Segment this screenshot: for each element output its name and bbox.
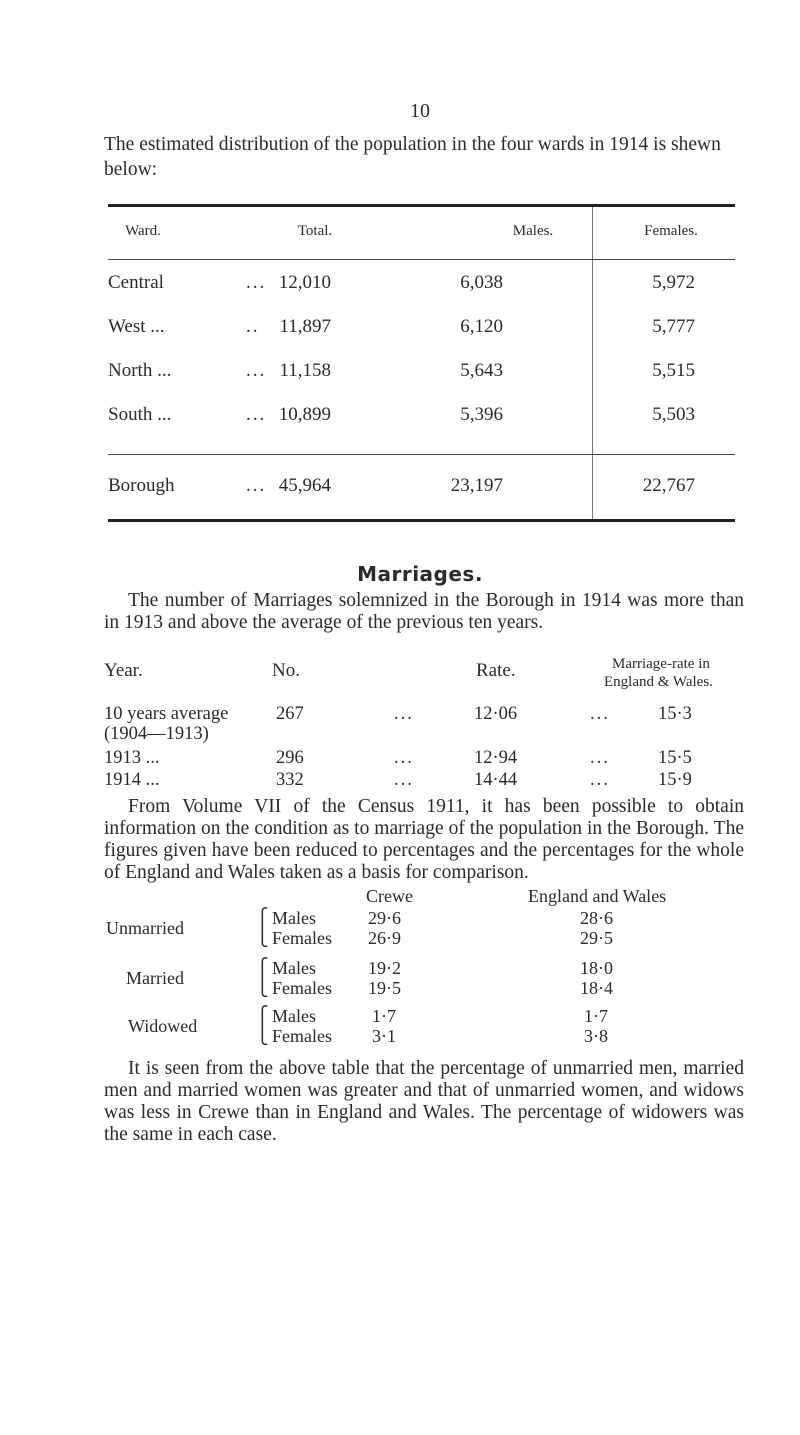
leader-dots: ... [394, 770, 414, 790]
crewe-value: 3·1 [372, 1026, 396, 1046]
sex-label: Females [272, 1026, 332, 1046]
header-no: No. [272, 660, 300, 681]
males-value: 6,038 [460, 272, 503, 293]
table-row [108, 272, 735, 316]
females-value: 22,767 [642, 475, 695, 496]
header-rate: Rate. [476, 660, 516, 681]
england-value: 1·7 [584, 1006, 608, 1026]
header-england-2: England & Wales. [604, 674, 713, 690]
table-row [104, 704, 754, 726]
table-row [104, 770, 754, 792]
leader-dots: ... [394, 704, 414, 724]
males-value: 5,396 [460, 404, 503, 425]
leader-dots: ... [590, 770, 610, 790]
england-value: 28·6 [580, 908, 613, 928]
sex-label: Males [272, 908, 316, 928]
leader-dots: ... [590, 748, 610, 768]
england-rate-cell: 15·5 [658, 748, 692, 768]
england-rate-cell: 15·9 [658, 770, 692, 790]
brace-icon: ⎧ ⎩ [256, 908, 269, 947]
ward-name: South ... [108, 404, 172, 425]
sex-label: Males [272, 958, 316, 978]
group-label: Widowed [128, 1016, 198, 1036]
crewe-value: 29·6 [368, 908, 401, 928]
table-row [108, 404, 735, 448]
crewe-value: 26·9 [368, 928, 401, 948]
rate-cell: 12·06 [474, 704, 518, 724]
year-cell: 1913 ... [104, 748, 160, 768]
intro-paragraph: The estimated distribution of the population in the four wards in 1914 is shewn below: [104, 134, 721, 180]
males-value: 5,643 [460, 360, 503, 381]
rate-cell: 14·44 [474, 770, 518, 790]
total-value: 12,010 [278, 272, 331, 293]
leader-dots: ... [246, 475, 267, 496]
year-cell: 1914 ... [104, 770, 160, 790]
number-cell: 332 [276, 770, 304, 790]
sex-label: Females [272, 978, 332, 998]
males-value: 23,197 [450, 475, 503, 496]
header-males: Males. [512, 223, 554, 239]
column-crewe: Crewe [366, 886, 413, 906]
crewe-value: 19·5 [368, 978, 401, 998]
leader-dots: .. [246, 316, 260, 337]
england-rate-cell: 15·3 [658, 704, 692, 724]
number-cell: 296 [276, 748, 304, 768]
total-value: 11,158 [279, 360, 331, 381]
year-range: (1904—1913) [104, 724, 209, 744]
females-value: 5,777 [652, 316, 695, 337]
table-row-subtitle [104, 724, 754, 746]
leader-dots: ... [394, 748, 414, 768]
table-bottom-rule [108, 519, 735, 522]
males-value: 6,120 [460, 316, 503, 337]
header-england-1: Marriage-rate in [612, 656, 710, 672]
column-england: England and Wales [528, 886, 667, 906]
year-cell: 10 years average [104, 704, 229, 724]
females-value: 5,972 [652, 272, 695, 293]
england-value: 18·4 [580, 978, 613, 998]
total-value: 45,964 [278, 475, 331, 496]
females-value: 5,503 [652, 404, 695, 425]
leader-dots: ... [590, 704, 610, 724]
column-divider [592, 207, 593, 259]
crewe-value: 1·7 [372, 1006, 396, 1026]
england-value: 29·5 [580, 928, 613, 948]
ward-population-table [108, 204, 735, 522]
marriages-paragraph: The number of Marriages solemnized in the Borough in 1914 was more than in 1913 and above the average of the previous ten years. [104, 590, 744, 633]
group-label: Married [126, 968, 184, 988]
brace-icon: ⎧ ⎩ [256, 958, 269, 997]
header-year: Year. [104, 660, 143, 681]
borough-total-row [108, 475, 735, 519]
crewe-value: 19·2 [368, 958, 401, 978]
sex-label: Males [272, 1006, 316, 1026]
leader-dots: ... [246, 360, 267, 381]
ward-name: North ... [108, 360, 172, 381]
rate-cell: 12·94 [474, 748, 518, 768]
females-value: 5,515 [652, 360, 695, 381]
conclusion-paragraph: It is seen from the above table that the percentage of unmarried men, married men and married women was greater and that of unmarried women, and widows was less in Crewe than in England and Wales. The percentage of widowers was the same in each case. [104, 1058, 744, 1145]
header-ward: Ward. [125, 223, 161, 239]
table-row [108, 360, 735, 404]
total-value: 10,899 [278, 404, 331, 425]
sex-label: Females [272, 928, 332, 948]
census-paragraph: From Volume VII of the Census 1911, it has been possible to obtain information on the condition as to marriage of the population in the Borough. The figures given have been reduced to percentages and the percentages for the whole of England and Wales taken as a basis for comparison. [104, 796, 744, 883]
leader-dots: ... [246, 404, 267, 425]
marriages-table-header [104, 656, 754, 696]
table-row [104, 748, 754, 770]
england-value: 18·0 [580, 958, 613, 978]
header-total: Total. [297, 223, 333, 239]
england-value: 3·8 [584, 1026, 608, 1046]
table-row [108, 316, 735, 360]
header-females: Females. [644, 223, 698, 239]
leader-dots: ... [246, 272, 267, 293]
ward-name: Central [108, 272, 164, 293]
ward-name: Borough [108, 475, 175, 496]
section-heading: Marriages. [357, 562, 483, 586]
total-value: 11,897 [279, 316, 331, 337]
table-header [108, 207, 735, 259]
page-number: 10 [410, 100, 430, 122]
ward-name: West ... [108, 316, 165, 337]
number-cell: 267 [276, 704, 304, 724]
brace-icon: ⎧ ⎩ [256, 1006, 269, 1045]
group-label: Unmarried [106, 918, 184, 938]
